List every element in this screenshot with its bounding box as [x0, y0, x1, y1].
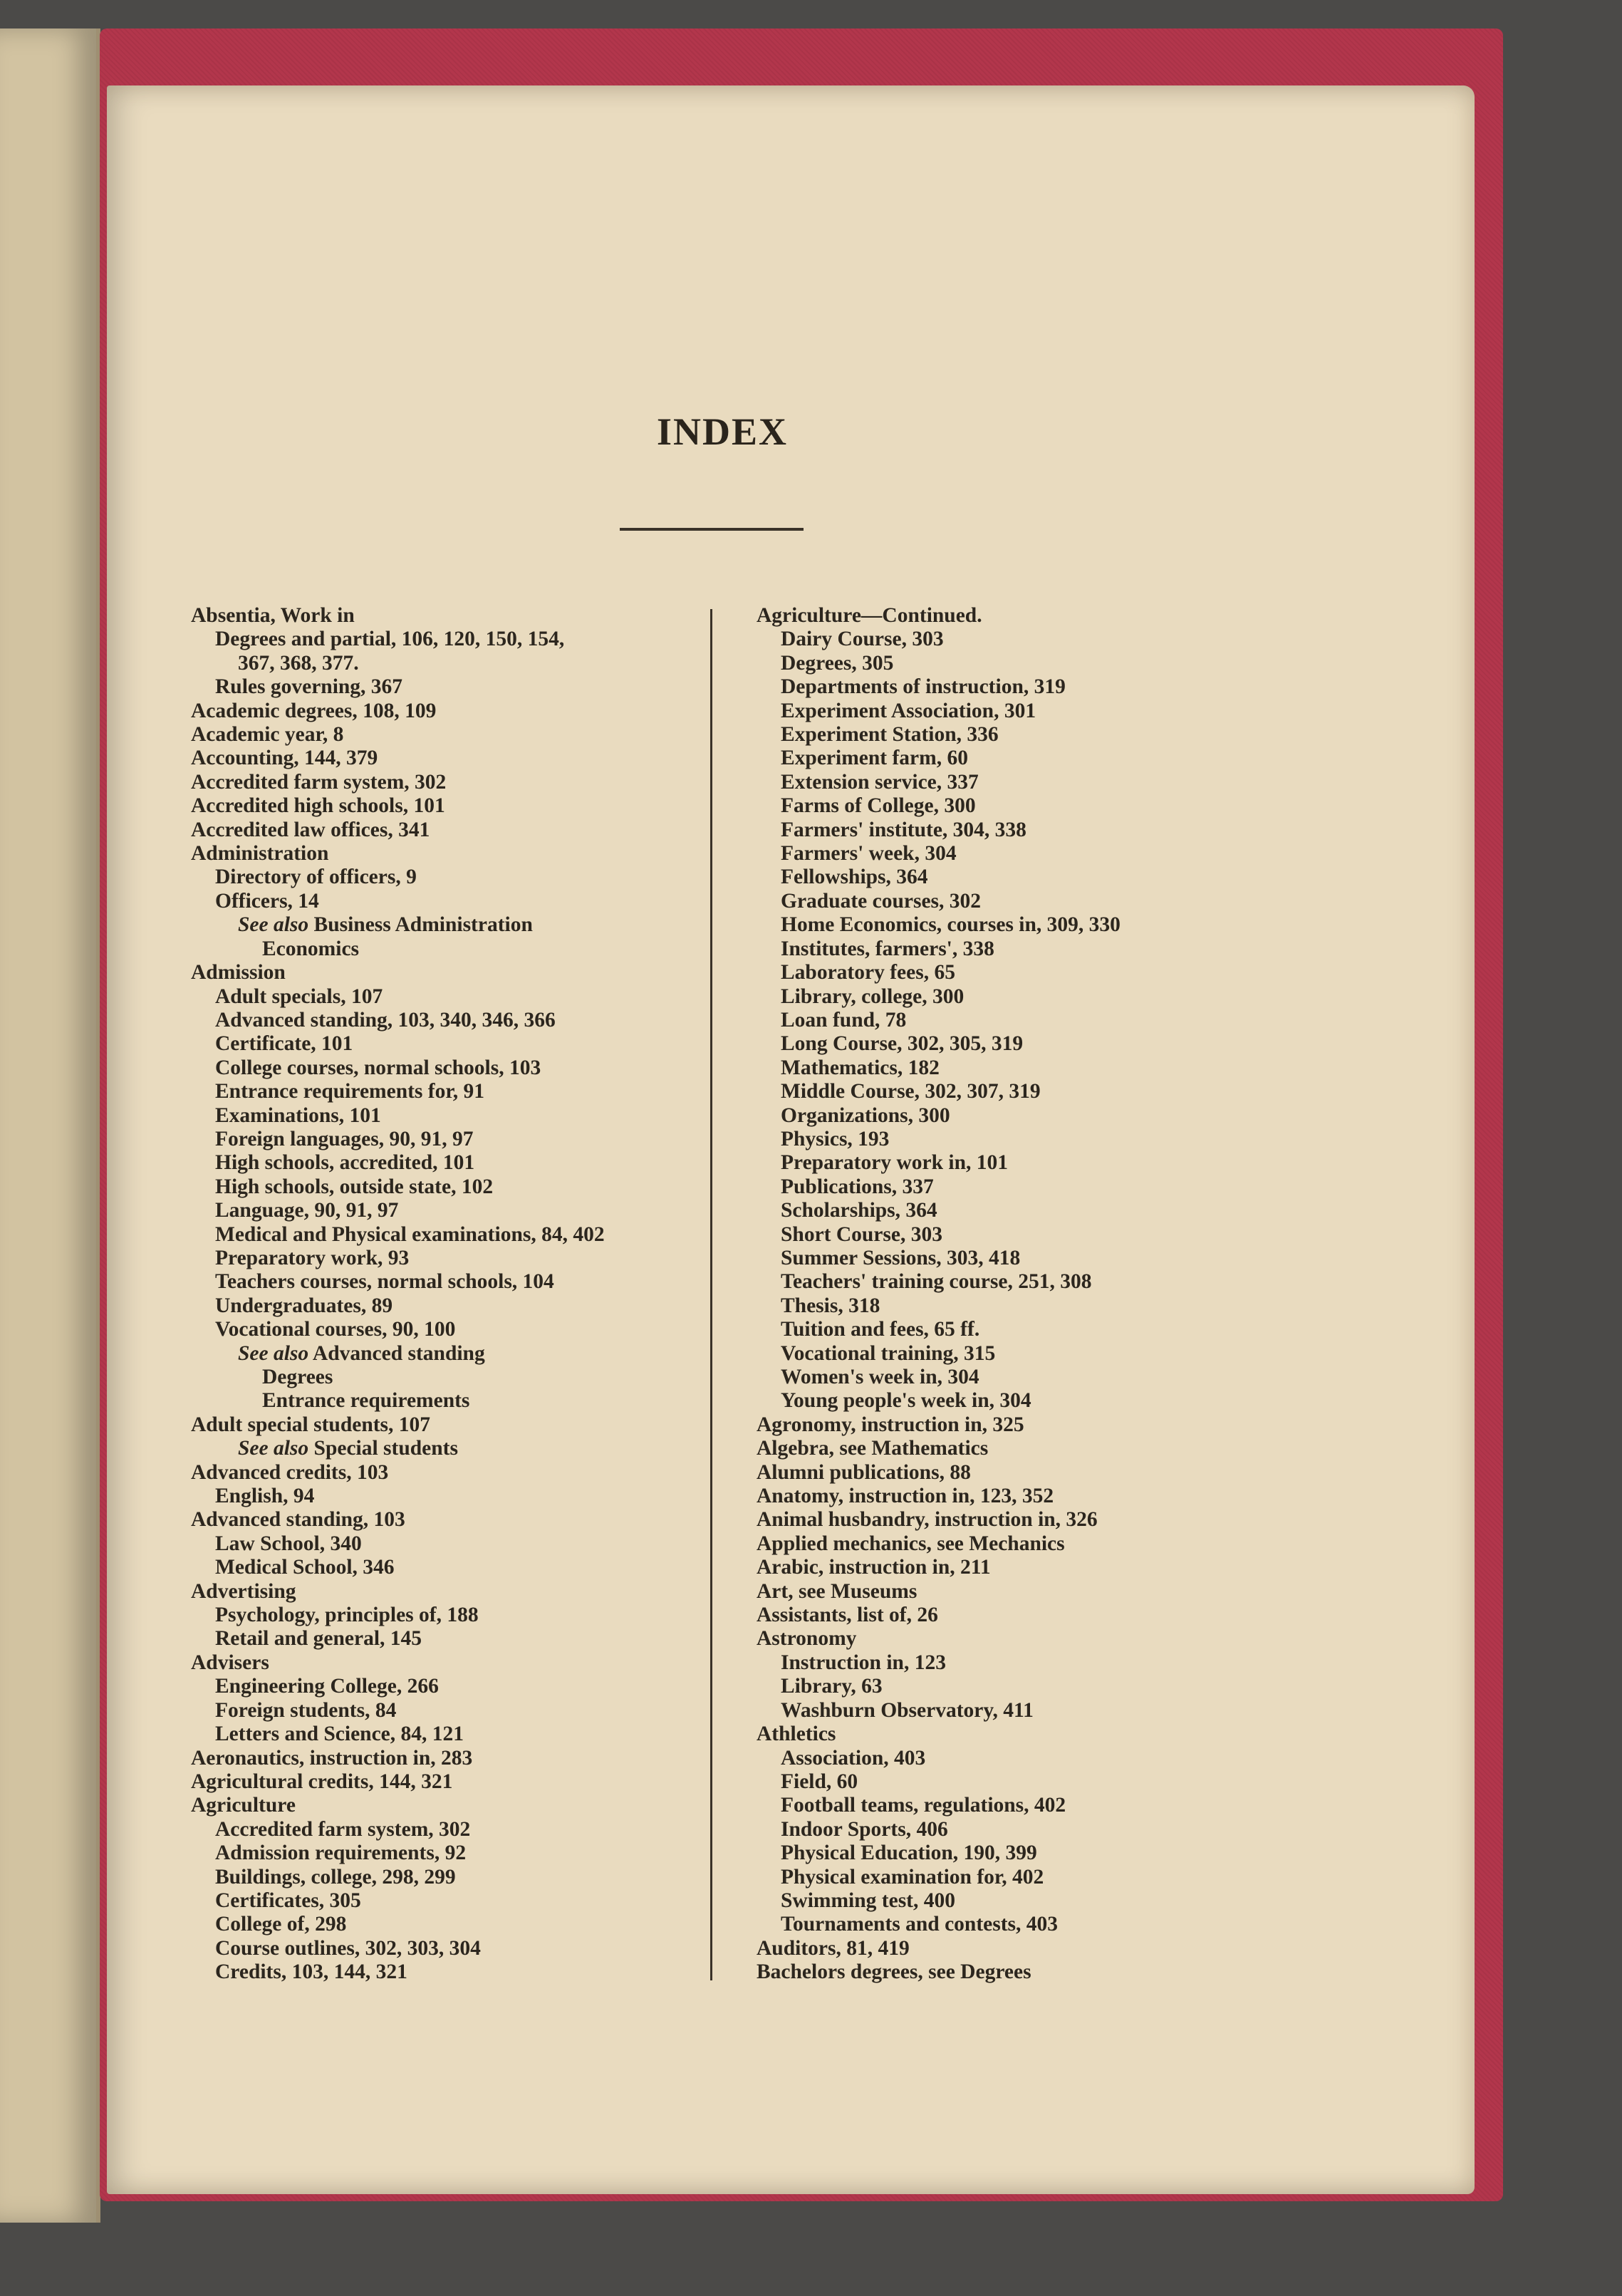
index-entry-text: Retail and general, 145: [215, 1627, 422, 1651]
index-entry: [757, 1223, 1121, 1247]
index-entry-text: Degrees, 305: [781, 651, 894, 675]
index-entry: [757, 1151, 1121, 1175]
index-entry: [757, 1580, 1121, 1604]
index-entry-text: Experiment Association, 301: [781, 699, 1036, 722]
index-entry: [757, 1747, 1121, 1770]
index-entry: [191, 1032, 605, 1056]
index-entry: [191, 1747, 605, 1770]
index-entry-text: Agriculture: [191, 1794, 296, 1817]
index-entry-text: English, 94: [215, 1485, 315, 1508]
index-entry-text: Library, college, 300: [781, 985, 965, 1008]
index-entry-text: Young people's week in, 304: [781, 1389, 1031, 1413]
index-entry-text: Extension service, 337: [781, 770, 979, 794]
index-entry-text: Loan fund, 78: [781, 1008, 907, 1032]
index-entry: [757, 1342, 1121, 1366]
index-entry-text: Physical examination for, 402: [781, 1865, 1044, 1889]
index-entry: [757, 1247, 1121, 1270]
index-entry-text: Tournaments and contests, 403: [781, 1913, 1059, 1936]
index-entry-text: Physical Education, 190, 399: [781, 1842, 1037, 1865]
index-entry: [757, 1866, 1121, 1889]
index-entry: [191, 1770, 605, 1794]
index-entry: [191, 913, 605, 937]
index-entry: [757, 1270, 1121, 1294]
index-entry-text: High schools, accredited, 101: [215, 1151, 475, 1175]
index-column-right: [757, 604, 1121, 1985]
index-entry: [191, 628, 605, 651]
index-entry: [757, 1604, 1121, 1627]
index-entry-text: Publications, 337: [781, 1175, 934, 1198]
index-entry: [757, 1723, 1121, 1746]
index-entry: [191, 1151, 605, 1175]
index-entry: [757, 842, 1121, 866]
index-entry: [191, 675, 605, 699]
index-entry-text: Admission: [191, 961, 286, 985]
index-entry: [757, 675, 1121, 699]
index-entry: [191, 1223, 605, 1247]
index-entry-text: Economics: [262, 937, 360, 960]
index-entry-text: Certificate, 101: [215, 1032, 353, 1056]
index-entry: [191, 1104, 605, 1128]
index-entry: [757, 913, 1121, 937]
index-entry-text: Teachers courses, normal schools, 104: [215, 1270, 554, 1294]
index-entry: [757, 1960, 1121, 1984]
index-entry-text: College of, 298: [215, 1913, 347, 1936]
index-entry: [191, 1485, 605, 1508]
index-entry-text: Admission requirements, 92: [215, 1842, 467, 1865]
index-entry-text: Astronomy: [757, 1627, 857, 1651]
index-entry-text: Farmers' week, 304: [781, 842, 957, 866]
index-entry: [191, 961, 605, 985]
index-entry-text: Physics, 193: [781, 1127, 890, 1150]
index-entry: [191, 794, 605, 818]
index-entry-text: Scholarships, 364: [781, 1199, 937, 1222]
index-entry-text: Instruction in, 123: [781, 1651, 946, 1674]
index-entry-text: Graduate courses, 302: [781, 889, 982, 913]
index-entry-text: Business Administration: [313, 913, 533, 937]
index-entry: [191, 1889, 605, 1913]
index-entry-text: Foreign students, 84: [215, 1698, 397, 1722]
index-entry-text: Preparatory work, 93: [215, 1246, 410, 1269]
index-entry: [757, 794, 1121, 818]
index-entry: [757, 1413, 1121, 1437]
index-entry: [757, 819, 1121, 842]
index-entry: [757, 700, 1121, 723]
index-entry: [757, 866, 1121, 889]
index-entry-text: Academic year, 8: [191, 723, 344, 747]
index-entry-text: Degrees: [262, 1366, 333, 1388]
index-entry: [191, 747, 605, 770]
index-entry: [191, 1960, 605, 1984]
index-entry: [757, 604, 1121, 628]
index-entry-text: Entrance requirements for, 91: [215, 1080, 484, 1103]
index-entry: [757, 1699, 1121, 1723]
index-entry: [757, 1104, 1121, 1128]
index-entry-text: Certificates, 305: [215, 1889, 361, 1912]
index-entry: [191, 604, 605, 628]
index-entry-text: Degrees and partial, 106, 120, 150, 154,: [215, 628, 565, 651]
index-entry: [757, 1485, 1121, 1508]
index-entry: [757, 1675, 1121, 1698]
index-entry: [191, 1461, 605, 1485]
index-entry-text: Assistants, list of, 26: [757, 1604, 938, 1627]
index-entry-text: Experiment farm, 60: [781, 747, 968, 770]
index-entry: [757, 771, 1121, 794]
index-entry: [191, 771, 605, 794]
index-entry-text: Art, see Museums: [757, 1579, 917, 1603]
index-entry: [757, 1532, 1121, 1556]
index-entry: [757, 1818, 1121, 1842]
index-entry-text: Engineering College, 266: [215, 1675, 439, 1698]
index-entry-text: Law School, 340: [215, 1532, 362, 1555]
index-entry-text: Accredited high schools, 101: [191, 794, 445, 818]
index-entry: [191, 1199, 605, 1222]
index-entry: [191, 1627, 605, 1651]
index-entry-text: Undergraduates, 89: [215, 1294, 393, 1317]
index-entry-text: Dairy Course, 303: [781, 628, 944, 651]
index-entry-text: Fellowships, 364: [781, 866, 928, 889]
index-entry-text: 367, 368, 377.: [238, 651, 359, 675]
index-entry-text: Washburn Observatory, 411: [781, 1698, 1034, 1722]
index-entry-text: Applied mechanics, see Mechanics: [757, 1532, 1065, 1555]
index-entry: [191, 1318, 605, 1341]
index-entry: [191, 890, 605, 913]
index-entry-text: Foreign languages, 90, 91, 97: [215, 1127, 474, 1150]
index-entry-text: Summer Sessions, 303, 418: [781, 1246, 1021, 1269]
index-entry-text: Organizations, 300: [781, 1103, 950, 1127]
index-entry: [191, 1723, 605, 1746]
index-entry-text: Agriculture—Continued.: [757, 604, 982, 627]
index-entry: [191, 652, 605, 675]
index-entry-text: Officers, 14: [215, 889, 319, 913]
index-entry: [191, 1437, 605, 1460]
index-entry-text: College courses, normal schools, 103: [215, 1056, 541, 1079]
index-entry: [757, 1461, 1121, 1485]
index-entry-text: Language, 90, 91, 97: [215, 1199, 399, 1222]
index-entry-text: Farmers' institute, 304, 338: [781, 818, 1026, 841]
index-entry-text: Anatomy, instruction in, 123, 352: [757, 1485, 1054, 1508]
index-entry: [757, 890, 1121, 913]
index-entry-text: Psychology, principles of, 188: [215, 1604, 479, 1627]
index-entry-text: Thesis, 318: [781, 1294, 880, 1317]
index-entry: [191, 1913, 605, 1936]
index-entry-text: Home Economics, courses in, 309, 330: [781, 913, 1121, 937]
index-entry: [191, 1651, 605, 1675]
index-entry: [757, 652, 1121, 675]
index-entry-text: Preparatory work in, 101: [781, 1151, 1008, 1175]
index-entry-text: Long Course, 302, 305, 319: [781, 1032, 1024, 1056]
index-entry-text: Departments of instruction, 319: [781, 675, 1066, 699]
index-entry-text: Short Course, 303: [781, 1222, 942, 1246]
index-entry-text: Special students: [313, 1437, 458, 1460]
see-also-label: See also: [238, 1341, 309, 1365]
index-entry: [757, 1437, 1121, 1460]
index-entry-text: Bachelors degrees, see Degrees: [757, 1960, 1031, 1984]
index-entry-text: Mathematics, 182: [781, 1056, 940, 1079]
index-entry: [191, 1794, 605, 1817]
index-entry-text: Directory of officers, 9: [215, 866, 417, 889]
index-entry-text: Vocational courses, 90, 100: [215, 1318, 456, 1341]
index-entry-text: Accounting, 144, 379: [191, 747, 378, 770]
index-entry-text: Medical and Physical examinations, 84, 402: [215, 1222, 605, 1246]
index-entry-text: Medical School, 346: [215, 1556, 395, 1579]
index-entry: [191, 1818, 605, 1842]
index-entry-text: Teachers' training course, 251, 308: [781, 1270, 1092, 1294]
index-entry: [757, 1294, 1121, 1318]
index-entry: [757, 1842, 1121, 1865]
index-entry-text: Examinations, 101: [215, 1103, 381, 1127]
index-entry-text: Women's week in, 304: [781, 1366, 979, 1388]
index-entry: [757, 1508, 1121, 1532]
index-entry-text: Swimming test, 400: [781, 1889, 956, 1912]
index-entry: [757, 1556, 1121, 1579]
index-entry: [757, 985, 1121, 1009]
index-entry: [191, 1699, 605, 1723]
index-entry: [191, 1056, 605, 1080]
index-entry: [191, 1866, 605, 1889]
index-entry-text: Advertising: [191, 1579, 296, 1603]
index-entry-text: Entrance requirements: [262, 1389, 470, 1413]
index-entry-text: Aeronautics, instruction in, 283: [191, 1746, 473, 1770]
index-entry-text: Rules governing, 367: [215, 675, 403, 699]
index-entry-text: Athletics: [757, 1723, 836, 1746]
index-entry-text: Indoor Sports, 406: [781, 1817, 948, 1841]
index-entry-text: Library, 63: [781, 1675, 883, 1698]
index-entry: [191, 1270, 605, 1294]
see-also-label: See also: [238, 913, 309, 937]
index-entry: [191, 1580, 605, 1604]
index-entry: [191, 1389, 605, 1413]
index-entry: [191, 700, 605, 723]
index-entry: [757, 937, 1121, 961]
index-entry: [191, 1532, 605, 1556]
index-entry: [757, 1080, 1121, 1103]
index-entry: [191, 1342, 605, 1366]
index-entry-text: Vocational training, 315: [781, 1341, 996, 1365]
page-title: INDEX: [656, 410, 789, 453]
index-entry-text: Institutes, farmers', 338: [781, 937, 994, 960]
index-entry: [757, 1199, 1121, 1222]
index-entry: [191, 1604, 605, 1627]
index-entry: [191, 1128, 605, 1151]
index-entry: [191, 1675, 605, 1698]
index-entry-text: Accredited farm system, 302: [215, 1817, 471, 1841]
index-entry: [191, 723, 605, 747]
index-entry-text: Laboratory fees, 65: [781, 961, 955, 985]
index-entry: [757, 1651, 1121, 1675]
index-entry-text: Tuition and fees, 65 ff.: [781, 1318, 980, 1341]
index-entry: [191, 1175, 605, 1199]
facing-page-edge: [0, 28, 100, 2223]
column-divider: [710, 609, 712, 1980]
index-entry: [757, 961, 1121, 985]
index-entry-text: Letters and Science, 84, 121: [215, 1723, 464, 1746]
see-also-label: See also: [238, 1437, 309, 1460]
index-entry: [757, 1009, 1121, 1032]
index-entry-text: Buildings, college, 298, 299: [215, 1865, 456, 1889]
index-entry: [757, 1366, 1121, 1389]
index-entry: [757, 1770, 1121, 1794]
index-entry: [757, 1889, 1121, 1913]
index-entry-text: Adult specials, 107: [215, 985, 383, 1008]
index-entry: [191, 842, 605, 866]
index-entry: [191, 1937, 605, 1960]
index-entry: [191, 1413, 605, 1437]
index-entry-text: Advanced standing, 103: [191, 1508, 405, 1532]
index-entry: [191, 1366, 605, 1389]
index-entry-text: High schools, outside state, 102: [215, 1175, 494, 1198]
index-entry-text: Advanced credits, 103: [191, 1460, 389, 1484]
index-entry: [191, 819, 605, 842]
index-entry: [191, 985, 605, 1009]
index-entry: [191, 1009, 605, 1032]
index-entry-text: Field, 60: [781, 1770, 858, 1793]
index-entry-text: Association, 403: [781, 1746, 926, 1770]
index-entry-text: Arabic, instruction in, 211: [757, 1556, 991, 1579]
index-entry: [757, 628, 1121, 651]
index-entry: [757, 1913, 1121, 1936]
index-entry: [191, 1842, 605, 1865]
index-entry: [757, 1937, 1121, 1960]
index-entry-text: Absentia, Work in: [191, 604, 355, 627]
index-entry-text: Algebra, see Mathematics: [757, 1437, 989, 1460]
index-entry-text: Middle Course, 302, 307, 319: [781, 1080, 1041, 1103]
title-rule: [620, 528, 804, 531]
index-entry-text: Alumni publications, 88: [757, 1460, 971, 1484]
index-entry-text: Course outlines, 302, 303, 304: [215, 1936, 481, 1960]
index-entry-text: Accredited farm system, 302: [191, 770, 447, 794]
index-entry: [191, 1556, 605, 1579]
index-entry-text: Advanced standing, 103, 340, 346, 366: [215, 1008, 556, 1032]
index-entry: [757, 1318, 1121, 1341]
index-column-left: [191, 604, 605, 1985]
index-entry: [757, 1794, 1121, 1817]
index-entry: [191, 1508, 605, 1532]
index-entry-text: Academic degrees, 108, 109: [191, 699, 437, 722]
index-entry: [757, 1056, 1121, 1080]
index-entry: [757, 1128, 1121, 1151]
index-entry: [191, 866, 605, 889]
index-entry: [757, 747, 1121, 770]
index-entry-text: Adult special students, 107: [191, 1413, 431, 1436]
index-entry-text: Auditors, 81, 419: [757, 1936, 910, 1960]
index-entry: [191, 1080, 605, 1103]
index-entry: [191, 937, 605, 961]
index-entry-text: Experiment Station, 336: [781, 723, 999, 747]
index-entry: [757, 1175, 1121, 1199]
index-entry-text: Accredited law offices, 341: [191, 818, 430, 841]
index-entry-text: Advisers: [191, 1651, 269, 1674]
index-entry: [757, 723, 1121, 747]
index-entry-text: Agronomy, instruction in, 325: [757, 1413, 1024, 1436]
index-entry-text: Administration: [191, 842, 329, 866]
index-entry-text: Advanced standing: [312, 1341, 485, 1365]
index-entry: [757, 1627, 1121, 1651]
index-entry: [191, 1294, 605, 1318]
index-entry-text: Football teams, regulations, 402: [781, 1794, 1066, 1817]
index-entry: [757, 1032, 1121, 1056]
index-entry: [191, 1247, 605, 1270]
index-entry: [757, 1389, 1121, 1413]
index-entry-text: Farms of College, 300: [781, 794, 976, 818]
index-entry-text: Credits, 103, 144, 321: [215, 1960, 407, 1984]
index-entry-text: Agricultural credits, 144, 321: [191, 1770, 453, 1793]
index-entry-text: Animal husbandry, instruction in, 326: [757, 1508, 1098, 1532]
